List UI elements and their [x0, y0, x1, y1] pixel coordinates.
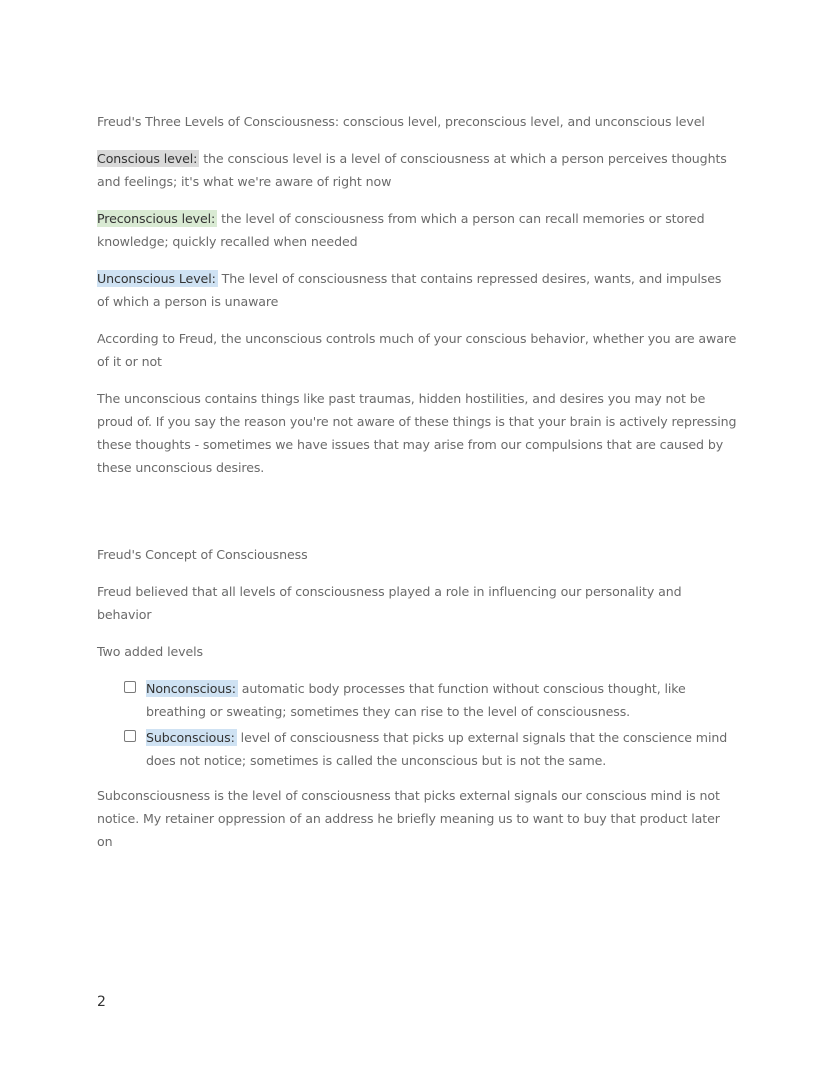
section-spacer — [97, 493, 737, 543]
freud-control-paragraph: According to Freud, the unconscious controls much of your conscious behavior, whether you are aware of it or not — [97, 331, 737, 369]
unconscious-level-label: Unconscious Level: — [97, 271, 216, 286]
freud-belief-paragraph: Freud believed that all levels of consciousness played a role in influencing our personality and behavior — [97, 584, 682, 622]
checklist — [97, 677, 737, 772]
checkbox-subconscious[interactable] — [124, 730, 136, 742]
unconscious-level-text: The level of consciousness that contains repressed desires, wants, and impulses of which a person is unaware — [97, 271, 722, 309]
subconsciousness-paragraph: Subconsciousness is the level of consciousness that picks external signals our conscious mind is not notice. My retainer oppression of an address he briefly meaning us to want to buy that product later on — [97, 788, 720, 849]
section-title: Freud's Concept of Consciousness — [97, 547, 308, 562]
unconscious-contents-paragraph: The unconscious contains things like past traumas, hidden hostilities, and desires you may not be proud of. If you say the reason you're not aware of these things is that your brain is actively repressing these thoughts - sometimes we have issues that may arise from our compulsions that are caused by these unconscious desires. — [97, 391, 737, 475]
nonconscious-text: automatic body processes that function without conscious thought, like breathing or sweating; sometimes they can rise to the level of consciousness. — [146, 681, 686, 719]
section-intro: Freud's Three Levels of Consciousness: conscious level, preconscious level, and unconscious level — [97, 114, 705, 129]
conscious-level-text: the conscious level is a level of consciousness at which a person perceives thoughts and feelings; it's what we're aware of right now — [97, 151, 727, 189]
preconscious-level-label: Preconscious level: — [97, 211, 216, 226]
document-body — [97, 110, 737, 867]
unconscious-level-paragraph — [97, 267, 737, 313]
subconscious-label: Subconscious: — [146, 730, 235, 745]
conscious-level-label: Conscious level: — [97, 151, 198, 166]
preconscious-level-text: the level of consciousness from which a person can recall memories or stored knowledge; quickly recalled when needed — [97, 211, 705, 249]
subconscious-text: level of consciousness that picks up external signals that the conscience mind does not notice; sometimes is called the unconscious but is not the same. — [146, 730, 728, 768]
conscious-level-paragraph — [97, 147, 737, 193]
page-number: 2 — [97, 994, 106, 1010]
two-added-levels: Two added levels — [97, 644, 203, 659]
checklist-item-subconscious — [97, 726, 737, 772]
checkbox-nonconscious[interactable] — [124, 681, 136, 693]
checklist-item-nonconscious — [97, 677, 737, 723]
nonconscious-label: Nonconscious: — [146, 681, 236, 696]
preconscious-level-paragraph — [97, 207, 737, 253]
